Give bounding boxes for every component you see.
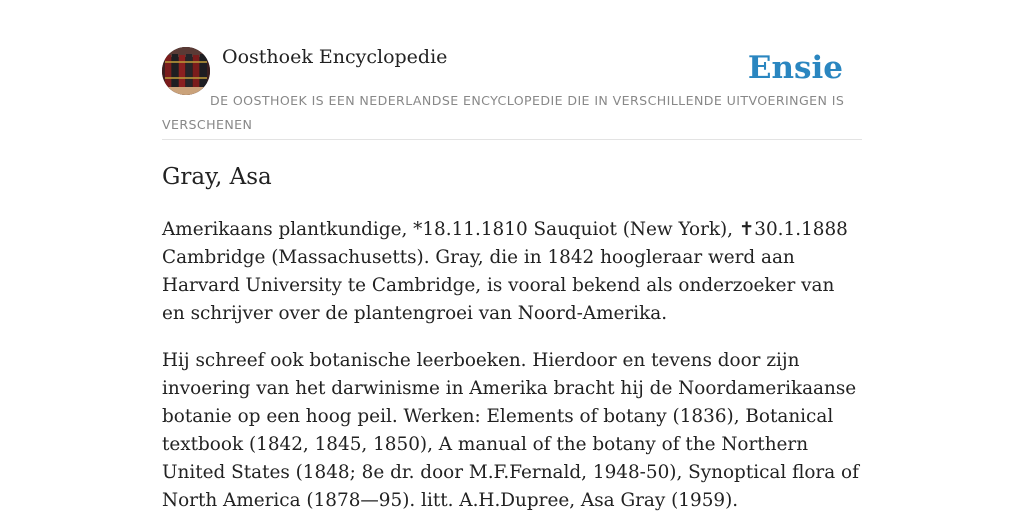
article-title: Gray, Asa [162,164,272,190]
source-name[interactable]: Oosthoek Encyclopedie [222,46,448,68]
source-avatar[interactable] [162,47,210,95]
article-paragraph: Amerikaans plantkundige, *18.11.1810 Sauquiot (New York), ✝30.1.1888 Cambridge (Massachusetts). Gray, die in 1842 hoogleraar werd aan Harvard University te Cambridge, is vooral bekend als onderzoeker van en schrijver over de plantengroei van Noord-Amerika. [162,219,848,324]
source-tagline: DE OOSTHOEK IS EEN NEDERLANDSE ENCYCLOPEDIE DIE IN VERSCHILLENDE UITVOERINGEN IS VERSCHENEN [162,93,845,132]
ensie-logo-link[interactable]: Ensie [747,50,843,86]
article-body [162,216,862,512]
header-divider [162,139,862,140]
article-paragraph: Hij schreef ook botanische leerboeken. Hierdoor en tevens door zijn invoering van het darwinisme in Amerika bracht hij de Noordamerikaanse botanie op een hoog peil. Werken: Elements of botany (1836), Botanical textbook (1842, 1845, 1850), A manual of the botany of the Northern United States (1848; 8e dr. door M.F.Fernald, 1948-50), Synoptical flora of North America (1878—95). litt. A.H.Dupree, Asa Gray (1959). [162,350,859,511]
encyclopedia-books-icon [162,47,210,95]
